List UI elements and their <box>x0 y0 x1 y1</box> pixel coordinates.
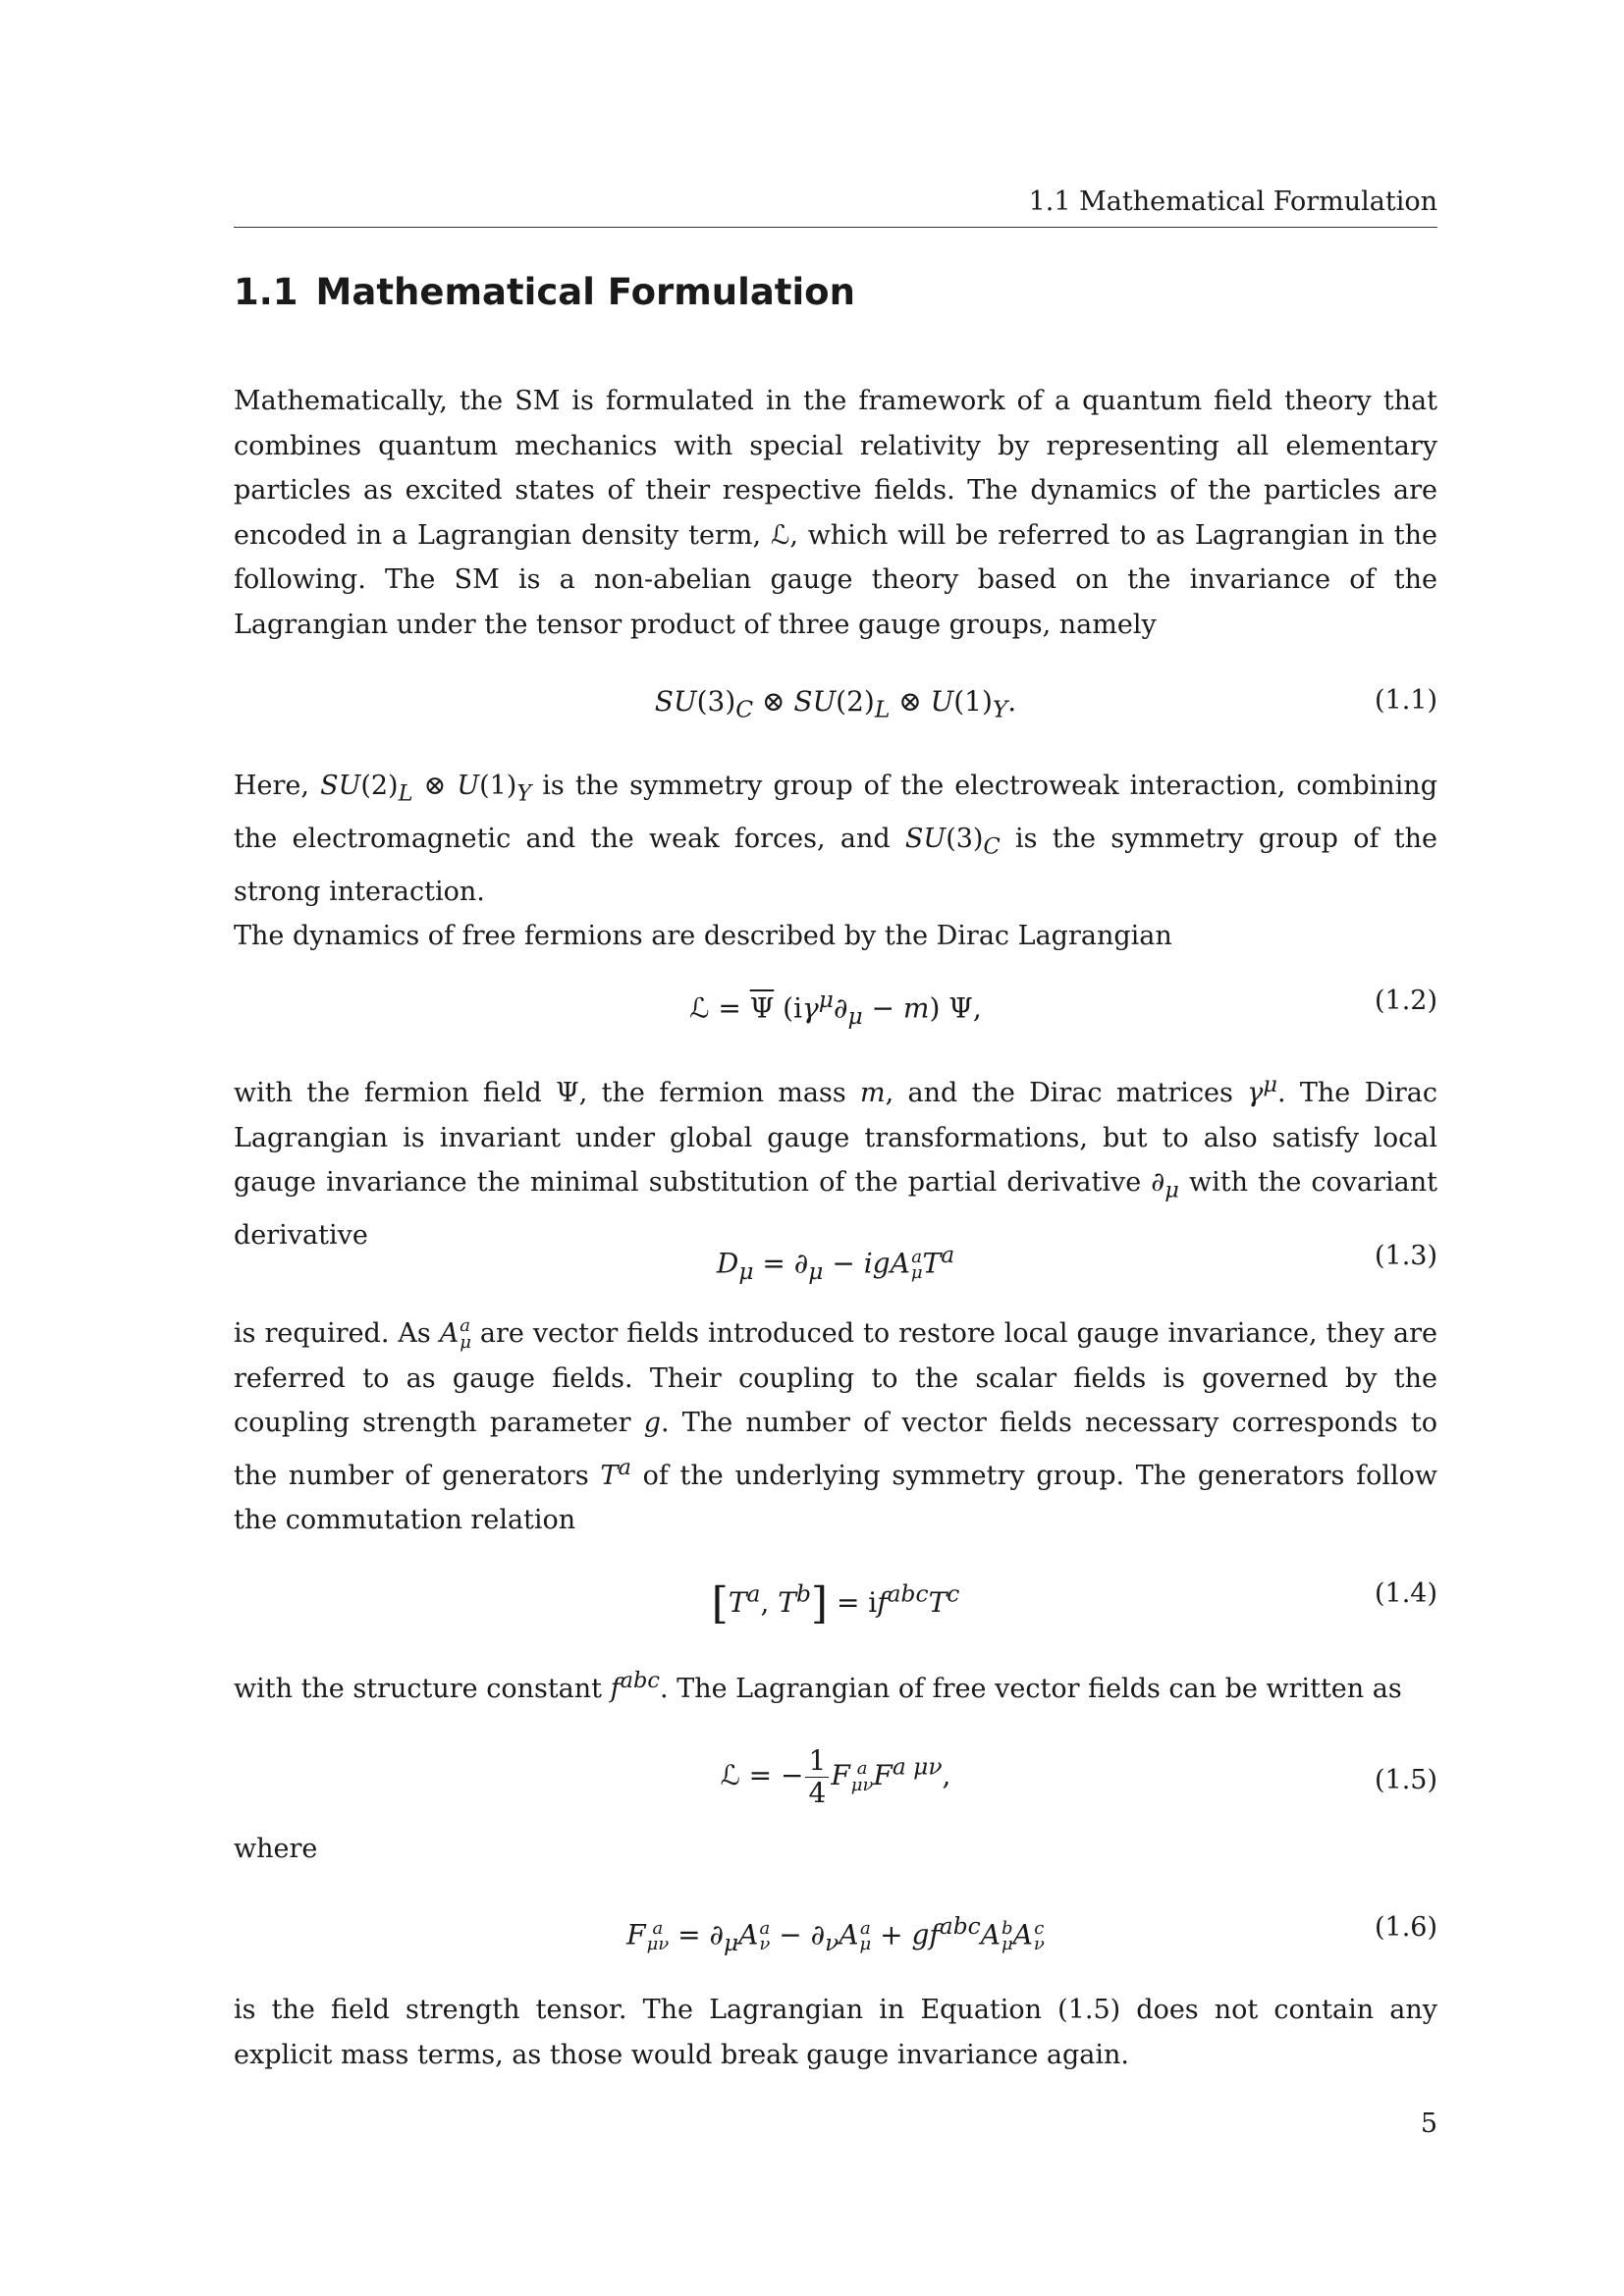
paragraph-dirac: with the fermion field Ψ, the fermion mass m, and the Dirac matrices $\gamma^\mu$. The Dirac Lagrangian is invariant under global gauge transformations, but to also satisfy local gauge invariance the minimal substitution of the partial derivative $\partial_\mu$ with the covariant derivative <box>234 1072 1438 1251</box>
paragraph-structure-constant: with the structure constant $f^{abc}$. The Lagrangian of free vector fields can be written as <box>234 1668 1402 1704</box>
equation-1-1 <box>234 677 1437 732</box>
equation-1-6-tag: (1.6) <box>1374 1912 1437 1943</box>
equation-1-5 <box>234 1739 1437 1810</box>
equation-1-5-tag: (1.5) <box>1374 1765 1437 1795</box>
equation-1-3-tag: (1.3) <box>1374 1241 1437 1271</box>
paragraph-where: where <box>234 1834 318 1864</box>
equation-1-6-body: F a μν = $\partial_\mu A$ a ν − $\partial_\nu A$ a μ + $gf^{abc}A$ b μ A c ν <box>626 1912 1045 1956</box>
equation-1-2 <box>234 978 1437 1033</box>
equation-1-6 <box>234 1904 1437 1959</box>
section-title-text: Mathematical Formulation <box>315 271 855 313</box>
equation-1-4-body: [$T^a$, $T^b] = if^{abc}T^c$ <box>711 1578 960 1629</box>
equation-1-2-tag: (1.2) <box>1374 986 1437 1016</box>
paragraph-symmetry-groups: Here, $SU(2)_L$ ⊗ $U(1)_Y$ is the symmetry group of the electroweak interaction, combining the electromagnetic and the weak forces, and $SU(3)_C$ is the symmetry group of the strong interaction. The dynamics of free fermions are described by the Dirac Lagrangian <box>234 771 1437 952</box>
section-heading <box>234 271 855 313</box>
equation-1-1-tag: (1.1) <box>1374 685 1437 716</box>
running-header: 1.1 Mathematical Formulation <box>234 187 1437 228</box>
equation-1-4-tag: (1.4) <box>1374 1578 1437 1609</box>
section-number: 1.1 <box>234 271 298 313</box>
equation-1-3-body: $D_\mu = \partial_\mu$ − igA a μ $T^a$ <box>716 1241 955 1285</box>
paragraph-intro: Mathematically, the SM is formulated in the framework of a quantum field theory that combines quantum mechanics with special relativity by representing all elementary particles as excited states of their respective fields. The dynamics of the particles are encoded in a Lagrangian density term, ℒ, which will be referred to as Lagrangian in the following. The SM is a non-abelian gauge theory based on the invariance of the Lagrangian under the tensor product of three gauge groups, namely <box>234 386 1437 640</box>
equation-1-1-body: $SU(3)_C$ ⊗ $SU(2)_L$ ⊗ $U(1)_Y$. <box>654 685 1017 723</box>
paragraph-field-strength: is the field strength tensor. The Lagrangian in Equation (1.5) does not contain any explicit mass terms, as those would break gauge invariance again. <box>234 1995 1437 2070</box>
equation-1-2-body: ℒ = $\overline{\Psi}$ $(i\gamma^\mu\partial_\mu - m)$ Ψ, <box>689 986 982 1030</box>
paragraph-gauge-fields: is required. As A a μ are vector fields introduced to restore local gauge invariance, they are referred to as gauge fields. Their coupling to the scalar fields is governed by the coupling strength parameter g. The number of vector fields necessary corresponds to the number of generators $T^a$ of the underlying symmetry group. The generators follow the commutation relation <box>234 1315 1438 1535</box>
equation-1-3 <box>234 1233 1437 1288</box>
equation-1-5-body: ℒ = − $\frac{1}{4}$ F a μν $F^{a \mu\nu}$, <box>720 1744 951 1809</box>
page-number: 5 <box>1420 2109 1437 2139</box>
equation-1-4 <box>234 1571 1437 1629</box>
